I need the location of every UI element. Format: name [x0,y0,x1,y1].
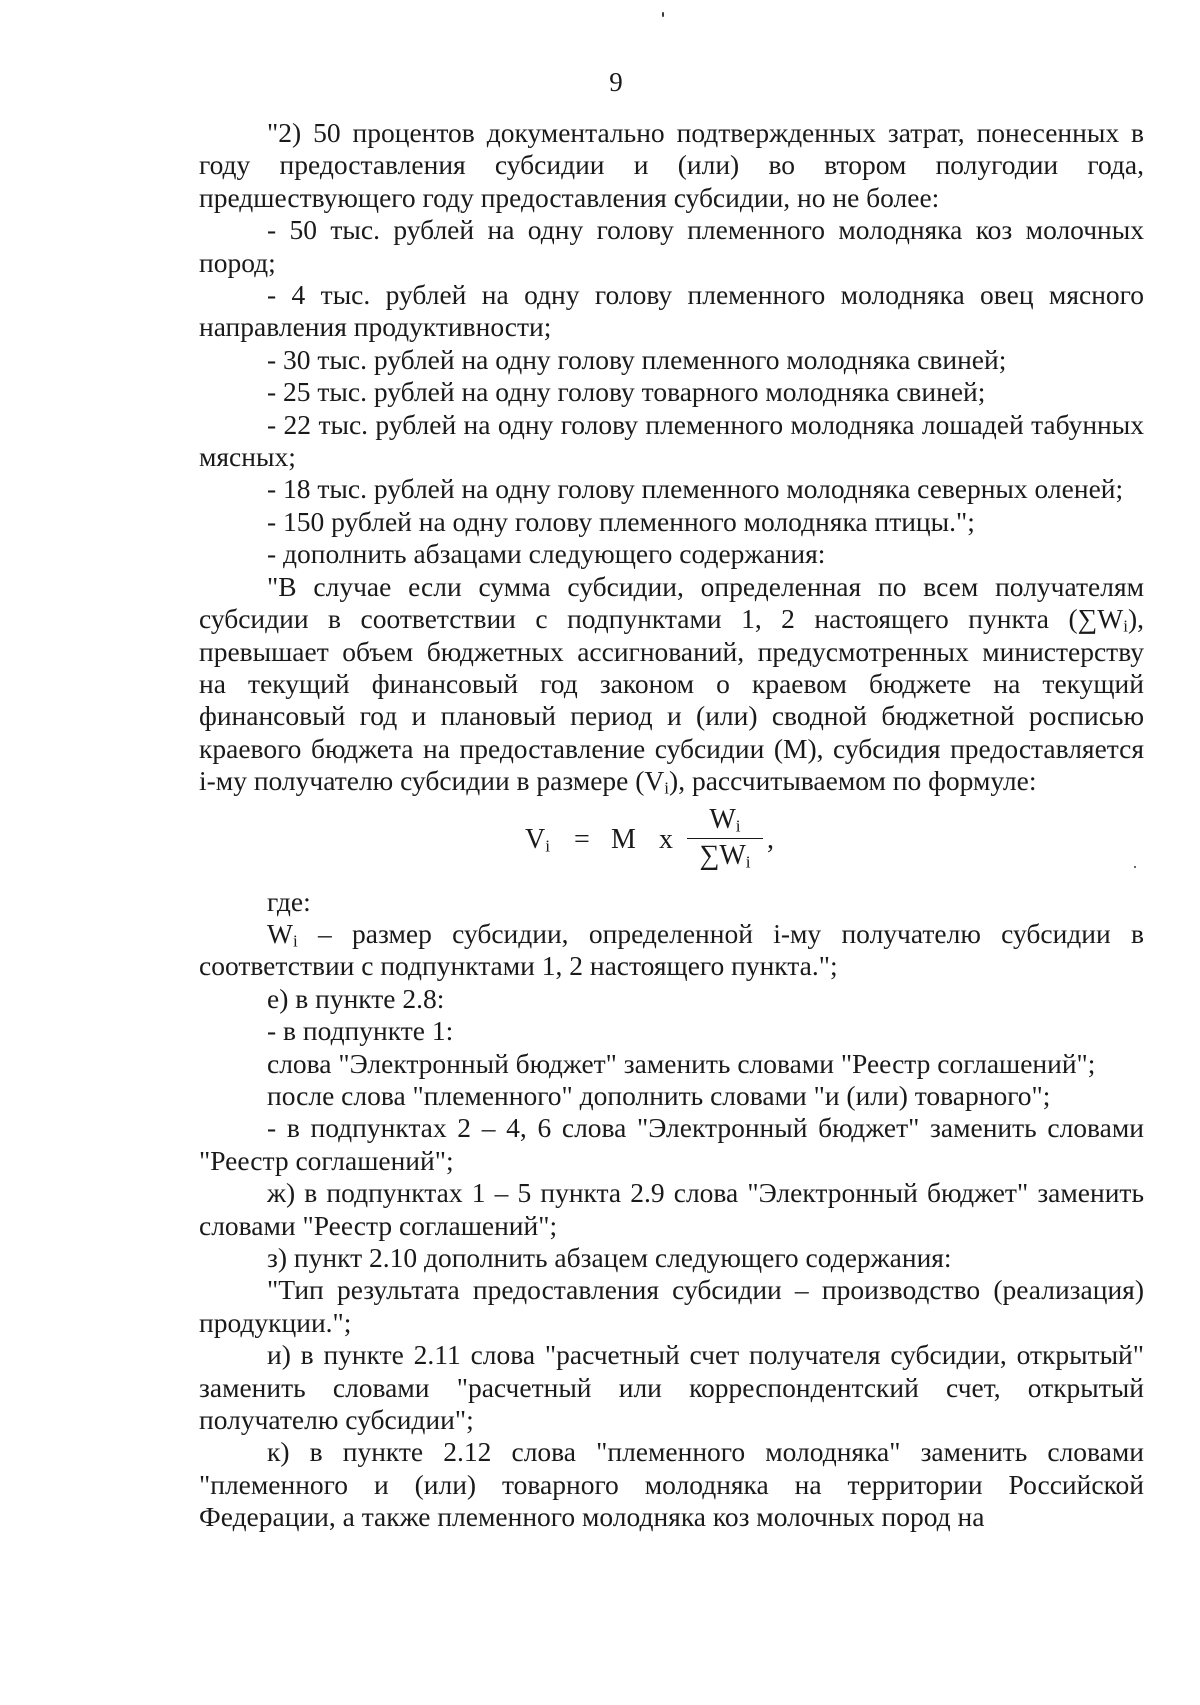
page-number: 9 [609,67,623,97]
formula-equals: = [574,823,590,855]
paragraph: и) в пункте 2.11 слова "расчетный счет получателя субсидии, открытый" заменить словами "расчетный или корреспондентский счет, открытый получателю субсидии"; [199,1339,1144,1436]
paragraph: к) в пункте 2.12 слова "племенного молодняка" заменить словами "племенного и (или) товарного молодняка на территории Российской Федерации, а также племенного молодняка коз молочных пород на [199,1436,1144,1533]
formula-denominator [687,840,763,872]
paragraph: ж) в подпунктах 1 – 5 пункта 2.9 слова "Электронный бюджет" заменить словами "Реестр соглашений"; [199,1177,1144,1241]
paragraph-text: ), рассчитываемом по формуле: [669,765,1037,797]
paragraph [199,918,1144,983]
paragraph-text: "В случае если сумма субсидии, определенная по всем получателям субсидии в соответствии с подпунктами 1, 2 настоящего пункта (∑W [199,570,1144,635]
subsidy-formula [199,798,1144,886]
subscript: i [745,852,751,871]
subscript: i [664,778,670,798]
scan-speck [662,12,664,17]
formula-symbol: W [267,917,293,949]
formula-fraction [687,804,763,872]
list-item: - 30 тыс. рублей на одну голову племенного молодняка свиней; [267,343,1007,375]
list-item: - 25 тыс. рублей на одну голову товарного молодняка свиней; [267,376,986,408]
formula-lhs [525,824,550,856]
paragraph-text: – размер субсидии, определенной i-му получателю субсидии в соответствии с подпунктами 1, 2 настоящего пункта."; [199,917,1144,982]
list-item: - 50 тыс. рублей на одну голову племенного молодняка коз молочных пород; [199,214,1144,278]
subscript: i [545,836,551,855]
formula-symbol: ∑W [699,839,746,871]
list-item: - 150 рублей на одну голову племенного молодняка птицы."; [267,505,975,537]
paragraph [199,571,1144,798]
list-item: - 22 тыс. рублей на одну голову племенного молодняка лошадей табунных мясных; [199,408,1144,473]
document-body [199,117,1144,1534]
formula-symbol: W [709,803,736,835]
formula-times: x [659,823,673,855]
paragraph-text: ), превышает объем бюджетных ассигнований, предусмотренных министерству на текущий финансовый год законом о краевом бюджете на текущий финансовый год и плановый период и (или) сводной бюджетной росписью краевого бюджета на предоставление субсидии (M), субсидия предоставляется i-му получателю субсидии в размере (V [199,603,1144,797]
formula-comma: , [767,823,774,855]
paragraph: слова "Электронный бюджет" заменить словами "Реестр соглашений"; [267,1047,1096,1079]
fraction-bar [687,838,763,839]
paragraph: е) в пункте 2.8: [267,982,445,1014]
paragraph: "Тип результата предоставления субсидии – производство (реализация) продукции."; [199,1274,1144,1338]
list-item: - 4 тыс. рублей на одну голову племенного молодняка овец мясного направления продуктивности; [199,279,1144,343]
subscript: i [735,816,741,835]
formula-symbol: V [525,823,546,855]
paragraph: после слова "племенного" дополнить словами "и (или) товарного"; [267,1079,1051,1111]
paragraph: з) пункт 2.10 дополнить абзацем следующего содержания: [267,1242,952,1273]
paragraph: где: [267,885,311,917]
paragraph: - дополнить абзацами следующего содержания: [267,538,826,570]
subscript: i [292,931,298,951]
list-item: - в подпункте 1: [267,1015,454,1047]
formula-numerator [687,804,763,836]
formula-m: M [611,823,636,855]
paragraph: "2) 50 процентов документально подтвержденных затрат, понесенных в году предоставления субсидии и (или) во втором полугодии года, предшествующего году предоставления субсидии, но не более: [199,117,1144,213]
subscript: i [1123,616,1128,636]
list-item: - 18 тыс. рублей на одну голову племенного молодняка северных оленей; [267,473,1124,505]
list-item: - в подпунктах 2 – 4, 6 слова "Электронный бюджет" заменить словами "Реестр соглашений"; [199,1112,1144,1176]
